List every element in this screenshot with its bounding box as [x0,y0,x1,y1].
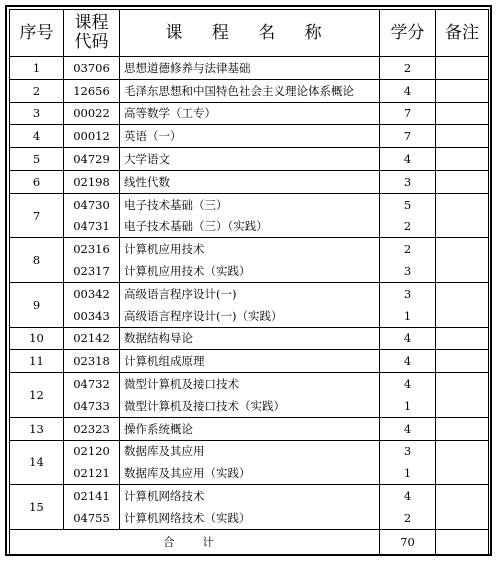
table-row [10,79,489,102]
cell-note [436,440,489,462]
cell-code: 02316 [64,238,120,260]
cell-note [436,193,489,215]
cell-note [436,350,489,373]
cell-credit: 7 [380,125,436,148]
cell-course-name: 计算机网络技术 [120,485,380,507]
cell-credit: 4 [380,148,436,171]
table-row [10,305,489,327]
cell-note [436,57,489,80]
cell-code: 00343 [64,305,120,327]
total-row [10,529,489,554]
cell-credit: 7 [380,102,436,125]
total-credit: 70 [380,529,436,554]
header-name: 课 程 名 称 [120,10,380,57]
cell-code: 04729 [64,148,120,171]
cell-seq: 13 [10,417,64,440]
cell-seq: 3 [10,102,64,125]
cell-code: 02317 [64,260,120,282]
cell-code: 00342 [64,282,120,304]
table-row [10,350,489,373]
table-row [10,485,489,507]
table-row [10,102,489,125]
cell-course-name: 大学语文 [120,148,380,171]
cell-seq: 12 [10,373,64,418]
cell-seq: 7 [10,193,64,238]
cell-code: 03706 [64,57,120,80]
cell-note [436,125,489,148]
cell-code: 02141 [64,485,120,507]
cell-note [436,170,489,193]
cell-code: 02142 [64,327,120,350]
cell-seq: 2 [10,79,64,102]
table-row [10,170,489,193]
cell-note [436,485,489,507]
total-label: 合 计 [10,529,380,554]
cell-credit: 2 [380,57,436,80]
cell-seq: 9 [10,282,64,327]
header-credit: 学分 [380,10,436,57]
cell-credit: 1 [380,462,436,484]
cell-code: 02318 [64,350,120,373]
cell-code: 02121 [64,462,120,484]
cell-course-name: 思想道德修养与法律基础 [120,57,380,80]
table-row [10,125,489,148]
cell-credit: 4 [380,350,436,373]
cell-seq: 4 [10,125,64,148]
cell-code: 02120 [64,440,120,462]
cell-code: 00022 [64,102,120,125]
cell-note [436,79,489,102]
cell-code: 12656 [64,79,120,102]
header-note: 备注 [436,10,489,57]
header-code [64,10,120,57]
table-row [10,417,489,440]
table-row [10,507,489,529]
table-row [10,327,489,350]
cell-credit: 4 [380,79,436,102]
cell-note [436,327,489,350]
cell-credit: 2 [380,507,436,529]
table-row [10,440,489,462]
cell-course-name: 高级语言程序设计(一)（实践） [120,305,380,327]
total-note [436,529,489,554]
cell-course-name: 毛泽东思想和中国特色社会主义理论体系概论 [120,79,380,102]
cell-credit: 1 [380,305,436,327]
cell-note [436,102,489,125]
table-row [10,462,489,484]
cell-course-name: 计算机组成原理 [120,350,380,373]
table-row [10,282,489,304]
cell-seq: 10 [10,327,64,350]
cell-note [436,282,489,304]
cell-credit: 3 [380,260,436,282]
cell-course-name: 计算机应用技术 [120,238,380,260]
cell-credit: 4 [380,327,436,350]
cell-note [436,507,489,529]
cell-credit: 3 [380,440,436,462]
cell-credit: 4 [380,373,436,395]
table-row [10,260,489,282]
cell-credit: 2 [380,216,436,238]
cell-note [436,395,489,417]
cell-code: 04731 [64,216,120,238]
cell-course-name: 微型计算机及接口技术（实践） [120,395,380,417]
cell-code: 04732 [64,373,120,395]
course-table [9,9,489,555]
cell-code: 04730 [64,193,120,215]
table-row [10,148,489,171]
cell-credit: 1 [380,395,436,417]
cell-code: 04733 [64,395,120,417]
cell-credit: 4 [380,417,436,440]
cell-code: 02323 [64,417,120,440]
cell-credit: 3 [380,282,436,304]
cell-code: 00012 [64,125,120,148]
cell-code: 04755 [64,507,120,529]
cell-note [436,417,489,440]
cell-course-name: 高等数学（工专） [120,102,380,125]
cell-course-name: 操作系统概论 [120,417,380,440]
table-body [10,57,489,530]
cell-code: 02198 [64,170,120,193]
header-code-line2: 代码 [74,32,109,52]
cell-course-name: 电子技术基础（三） [120,193,380,215]
cell-course-name: 英语（一） [120,125,380,148]
cell-credit: 3 [380,170,436,193]
cell-note [436,373,489,395]
cell-seq: 15 [10,485,64,530]
cell-note [436,305,489,327]
cell-seq: 11 [10,350,64,373]
cell-course-name: 计算机应用技术（实践） [120,260,380,282]
cell-course-name: 线性代数 [120,170,380,193]
cell-course-name: 高级语言程序设计(一) [120,282,380,304]
cell-course-name: 数据库及其应用 [120,440,380,462]
cell-note [436,462,489,484]
header-seq: 序号 [10,10,64,57]
cell-course-name: 数据结构导论 [120,327,380,350]
cell-seq: 1 [10,57,64,80]
cell-course-name: 数据库及其应用（实践） [120,462,380,484]
cell-note [436,148,489,171]
cell-credit: 5 [380,193,436,215]
table-row [10,57,489,80]
cell-course-name: 微型计算机及接口技术 [120,373,380,395]
cell-credit: 2 [380,238,436,260]
table-row [10,216,489,238]
cell-credit: 4 [380,485,436,507]
cell-course-name: 电子技术基础（三）（实践） [120,216,380,238]
cell-seq: 5 [10,148,64,171]
cell-note [436,260,489,282]
cell-seq: 8 [10,238,64,283]
table-row [10,373,489,395]
header-code-line1: 课程 [74,13,109,33]
cell-note [436,238,489,260]
cell-course-name: 计算机网络技术（实践） [120,507,380,529]
table-row [10,193,489,215]
cell-seq: 14 [10,440,64,485]
table-row [10,395,489,417]
header-row [10,10,489,57]
cell-note [436,216,489,238]
table-row [10,238,489,260]
cell-seq: 6 [10,170,64,193]
